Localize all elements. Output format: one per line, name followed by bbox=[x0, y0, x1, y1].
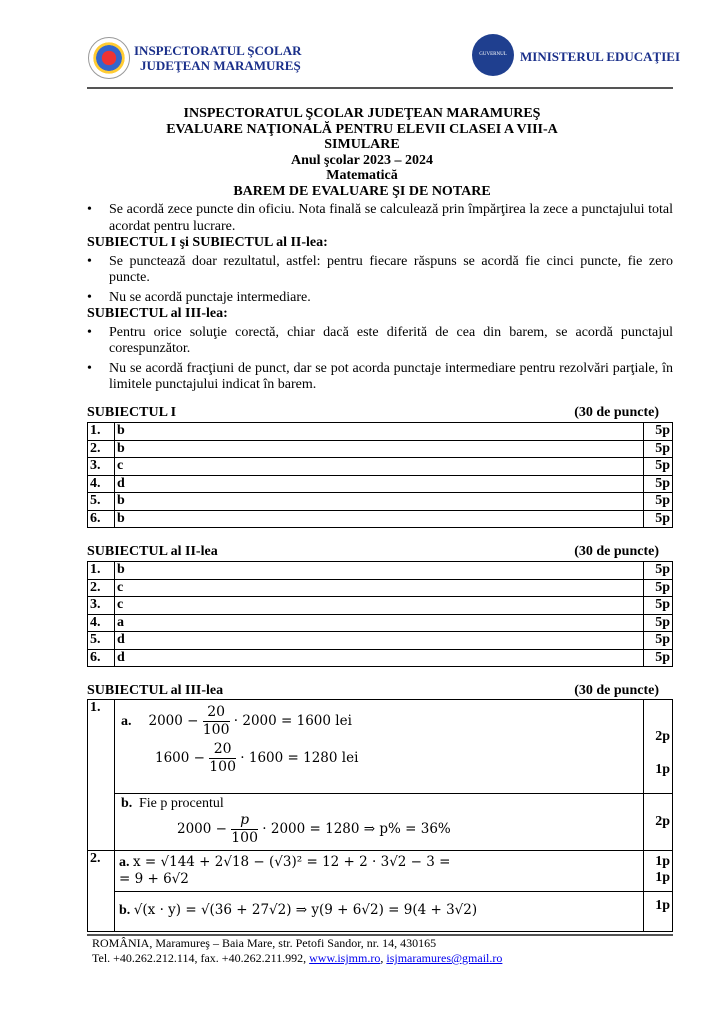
bullet-item: • Pentru orice soluţie corectă, chiar dacă este diferită de cea din barem, se acordă punctajul corespunzător. bbox=[87, 324, 673, 356]
bullet-item: • Nu se acordă punctaje intermediare. bbox=[87, 289, 311, 305]
bullet-text: Se punctează doar rezultatul, astfel: pentru fiecare răspuns se acordă fie cinci puncte, fie zero puncte. bbox=[109, 253, 673, 285]
points: 5p bbox=[644, 597, 673, 615]
points: 5p bbox=[644, 423, 673, 441]
item-number: 5. bbox=[88, 493, 115, 511]
table-row bbox=[88, 510, 673, 528]
equation bbox=[148, 704, 352, 738]
eq-text: 2000 − bbox=[177, 821, 227, 837]
points: 5p bbox=[644, 562, 673, 580]
points-cell bbox=[644, 851, 673, 892]
bullet-item: • Se punctează doar rezultatul, astfel: pentru fiecare răspuns se acordă fie cinci puncte, fie zero puncte. bbox=[87, 253, 673, 285]
ministry-name: MINISTERUL EDUCAŢIEI bbox=[520, 49, 681, 64]
equation bbox=[177, 812, 451, 846]
points: 5p bbox=[644, 475, 673, 493]
equation: x = √144 + 2√18 − (√3)² = 12 + 2 · 3√2 − 3 = bbox=[133, 854, 451, 870]
part-label: a. bbox=[119, 855, 130, 870]
equation: = 9 + 6√2 bbox=[119, 871, 189, 887]
table-row bbox=[88, 493, 673, 511]
footer-contact bbox=[92, 951, 502, 966]
answer: b bbox=[115, 440, 644, 458]
points-cell bbox=[644, 700, 673, 794]
points: 5p bbox=[644, 440, 673, 458]
answer: d bbox=[115, 475, 644, 493]
answer: b bbox=[115, 423, 644, 441]
points: 5p bbox=[644, 614, 673, 632]
instructions-heading: SUBIECTUL I şi SUBIECTUL al II-lea: bbox=[87, 235, 328, 250]
part-label: b. bbox=[121, 796, 133, 811]
numerator: p bbox=[231, 812, 258, 830]
footer-address: ROMÂNIA, Maramureş – Baia Mare, str. Petofi Sandor, nr. 14, 430165 bbox=[92, 936, 437, 950]
answer: b bbox=[115, 493, 644, 511]
points: 2p bbox=[655, 729, 670, 744]
points: 5p bbox=[644, 510, 673, 528]
title-line: Matematică bbox=[326, 168, 398, 183]
item-number: 6. bbox=[88, 649, 115, 667]
org-line: JUDEŢEAN MARAMUREŞ bbox=[140, 58, 301, 73]
points: 5p bbox=[644, 493, 673, 511]
item-number: 1. bbox=[88, 423, 115, 441]
eq-text: · 2000 = 1600 lei bbox=[233, 713, 352, 729]
solution-cell bbox=[115, 700, 644, 794]
solution-cell bbox=[115, 794, 644, 851]
part-label: a. bbox=[121, 714, 132, 729]
section-title: SUBIECTUL al II-lea bbox=[87, 544, 218, 559]
eq-text: · 2000 = 1280 ⇒ p% = 36% bbox=[262, 821, 451, 837]
eq-text: 2000 − bbox=[148, 713, 199, 729]
part-label: b. bbox=[119, 903, 131, 918]
title-line: SIMULARE bbox=[324, 137, 400, 152]
item-number: 3. bbox=[88, 458, 115, 476]
points: 5p bbox=[644, 632, 673, 650]
solutions-table-s3 bbox=[87, 699, 673, 932]
equation: √(x · y) = √(36 + 27√2) ⇒ y(9 + 6√2) = 9(4 + 3√2) bbox=[133, 902, 478, 918]
table-row bbox=[88, 440, 673, 458]
org-line: INSPECTORATUL ŞCOLAR bbox=[134, 43, 302, 58]
isj-org-name bbox=[134, 43, 301, 73]
solution-cell bbox=[115, 851, 644, 892]
part-text: Fie p procentul bbox=[139, 796, 224, 811]
answer: a bbox=[115, 614, 644, 632]
answer: b bbox=[115, 510, 644, 528]
eq-text: · 1600 = 1280 lei bbox=[240, 750, 359, 766]
section-points: (30 de puncte) bbox=[574, 683, 659, 698]
table-row bbox=[88, 614, 673, 632]
table-row bbox=[88, 851, 673, 892]
item-number: 1. bbox=[88, 562, 115, 580]
numerator: 20 bbox=[209, 741, 236, 759]
solution-cell bbox=[115, 892, 644, 932]
table-row bbox=[88, 794, 673, 851]
section-heading bbox=[87, 544, 659, 560]
points: 2p bbox=[644, 794, 673, 851]
section-points: (30 de puncte) bbox=[574, 544, 659, 559]
table-row bbox=[88, 562, 673, 580]
fraction bbox=[209, 741, 236, 776]
section-heading bbox=[87, 405, 659, 421]
title-line: Anul şcolar 2023 – 2024 bbox=[290, 152, 434, 168]
points: 5p bbox=[644, 579, 673, 597]
problem-number: 1. bbox=[88, 700, 115, 851]
title-line: BAREM DE EVALUARE ŞI DE NOTARE bbox=[233, 183, 491, 199]
document-title bbox=[0, 106, 724, 199]
answer: c bbox=[115, 597, 644, 615]
section-title: SUBIECTUL I bbox=[87, 405, 177, 420]
table-row bbox=[88, 700, 673, 794]
bullet-item: • Se acordă zece puncte din oficiu. Nota finală se calculează prin împărţirea la zece a punctajului total acordat pentru lucrare. bbox=[87, 202, 673, 234]
points: 1p bbox=[655, 854, 670, 869]
item-number: 2. bbox=[88, 579, 115, 597]
denominator: 100 bbox=[209, 759, 236, 775]
table-row bbox=[88, 892, 673, 932]
table-row bbox=[88, 579, 673, 597]
instructions bbox=[87, 202, 673, 394]
points: 5p bbox=[644, 649, 673, 667]
section-title: SUBIECTUL al III-lea bbox=[87, 683, 224, 698]
item-number: 3. bbox=[88, 597, 115, 615]
header-divider bbox=[87, 87, 673, 89]
table-row bbox=[88, 475, 673, 493]
answers-table-s2 bbox=[87, 561, 673, 667]
separator: , bbox=[380, 951, 387, 965]
section-points: (30 de puncte) bbox=[574, 405, 659, 420]
isj-logo bbox=[88, 37, 130, 79]
points: 1p bbox=[644, 892, 673, 932]
table-row bbox=[88, 597, 673, 615]
section-heading bbox=[87, 683, 659, 699]
table-row bbox=[88, 632, 673, 650]
answers-table-s1 bbox=[87, 422, 673, 528]
answer: c bbox=[115, 579, 644, 597]
answer: c bbox=[115, 458, 644, 476]
website-link[interactable]: www.isjmm.ro bbox=[309, 951, 381, 965]
email-link[interactable]: isjmaramures@gmail.ro bbox=[386, 951, 503, 965]
table-row bbox=[88, 423, 673, 441]
answer: d bbox=[115, 649, 644, 667]
eq-text: 1600 − bbox=[155, 750, 205, 766]
bullet-item: • Nu se acordă fracţiuni de punct, dar se pot acorda punctaje intermediare pentru rezolvări parţiale, în limitele punctajului indicat în barem. bbox=[87, 360, 673, 392]
government-seal-logo: GUVERNUL ROMÂNIEI bbox=[472, 34, 514, 76]
item-number: 4. bbox=[88, 475, 115, 493]
footer bbox=[92, 936, 502, 966]
fraction bbox=[203, 704, 230, 739]
bullet-text: Se acordă zece puncte din oficiu. Nota finală se calculează prin împărţirea la zece a punctajului total acordat pentru lucrare. bbox=[109, 202, 673, 234]
denominator: 100 bbox=[231, 830, 258, 846]
bullet-text: Pentru orice soluţie corectă, chiar dacă este diferită de cea din barem, se acordă punctajul corespunzător. bbox=[109, 324, 673, 356]
bullet-text: Nu se acordă fracţiuni de punct, dar se pot acorda punctaje intermediare pentru rezolvări parţiale, în limitele punctajului indicat în barem. bbox=[109, 360, 673, 392]
problem-number: 2. bbox=[88, 851, 115, 932]
item-number: 4. bbox=[88, 614, 115, 632]
denominator: 100 bbox=[202, 722, 230, 738]
points: 1p bbox=[655, 762, 670, 777]
item-number: 2. bbox=[88, 440, 115, 458]
points: 1p bbox=[655, 870, 670, 885]
item-number: 5. bbox=[88, 632, 115, 650]
equation bbox=[155, 741, 359, 775]
points: 5p bbox=[644, 458, 673, 476]
footer-phone: Tel. +40.262.212.114, fax. +40.262.211.992, bbox=[92, 951, 310, 965]
instructions-heading: SUBIECTUL al III-lea: bbox=[87, 306, 228, 321]
numerator: 20 bbox=[203, 704, 230, 722]
table-row bbox=[88, 458, 673, 476]
answer: b bbox=[115, 562, 644, 580]
fraction bbox=[231, 812, 258, 847]
title-line: INSPECTORATUL ŞCOLAR JUDEŢEAN MARAMUREŞ bbox=[183, 106, 541, 121]
table-row bbox=[88, 649, 673, 667]
item-number: 6. bbox=[88, 510, 115, 528]
answer: d bbox=[115, 632, 644, 650]
bullet-text: Nu se acordă punctaje intermediare. bbox=[109, 289, 311, 305]
title-line: EVALUARE NAŢIONALĂ PENTRU ELEVII CLASEI A VIII-A bbox=[166, 121, 558, 137]
